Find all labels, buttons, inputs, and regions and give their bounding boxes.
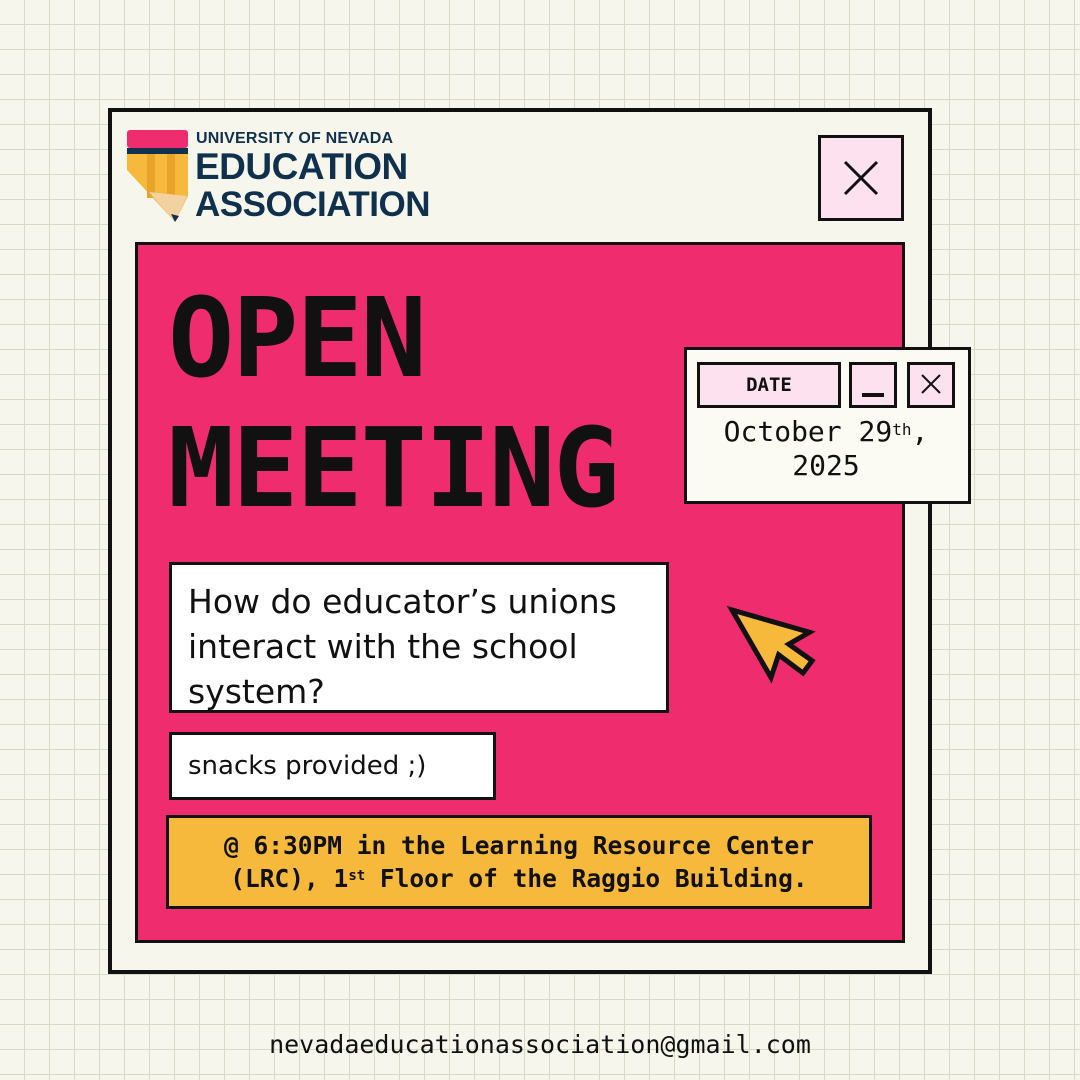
minimize-icon (852, 365, 894, 405)
location-line2 (230, 862, 807, 895)
date-tab: DATE (697, 362, 841, 408)
logo-association-text: ASSOCIATION (195, 185, 430, 224)
pencil-logo-icon (127, 130, 189, 224)
title-open: OPEN (168, 274, 425, 402)
close-icon (910, 365, 952, 405)
location-line2-post: Floor of the Raggio Building. (365, 864, 808, 893)
location-box (166, 815, 872, 909)
contact-email[interactable]: nevadaeducationassociation@gmail.com (269, 1030, 811, 1059)
date-value (690, 415, 962, 483)
question-box: How do educator’s unions interact with the school system? (169, 562, 669, 713)
date-month-day: October 29 (723, 415, 893, 448)
location-line1: @ 6:30PM in the Learning Resource Center (223, 831, 814, 860)
location-line2-pre: (LRC), 1 (230, 864, 349, 893)
date-comma: , (911, 415, 929, 448)
logo (127, 130, 430, 226)
date-year: 2025 (792, 449, 860, 482)
location-ordinal: st (348, 868, 366, 884)
logo-university-text: UNIVERSITY OF NEVADA (196, 130, 394, 147)
snacks-box: snacks provided ;) (169, 732, 496, 800)
title-meeting: MEETING (168, 404, 618, 532)
date-suffix: th (892, 420, 912, 439)
logo-education-text: EDUCATION (195, 146, 408, 187)
minimize-button[interactable] (849, 362, 897, 408)
pointer-cursor-icon (726, 604, 836, 712)
close-icon (821, 138, 901, 218)
date-close-button[interactable] (907, 362, 955, 408)
close-button[interactable] (818, 135, 904, 221)
